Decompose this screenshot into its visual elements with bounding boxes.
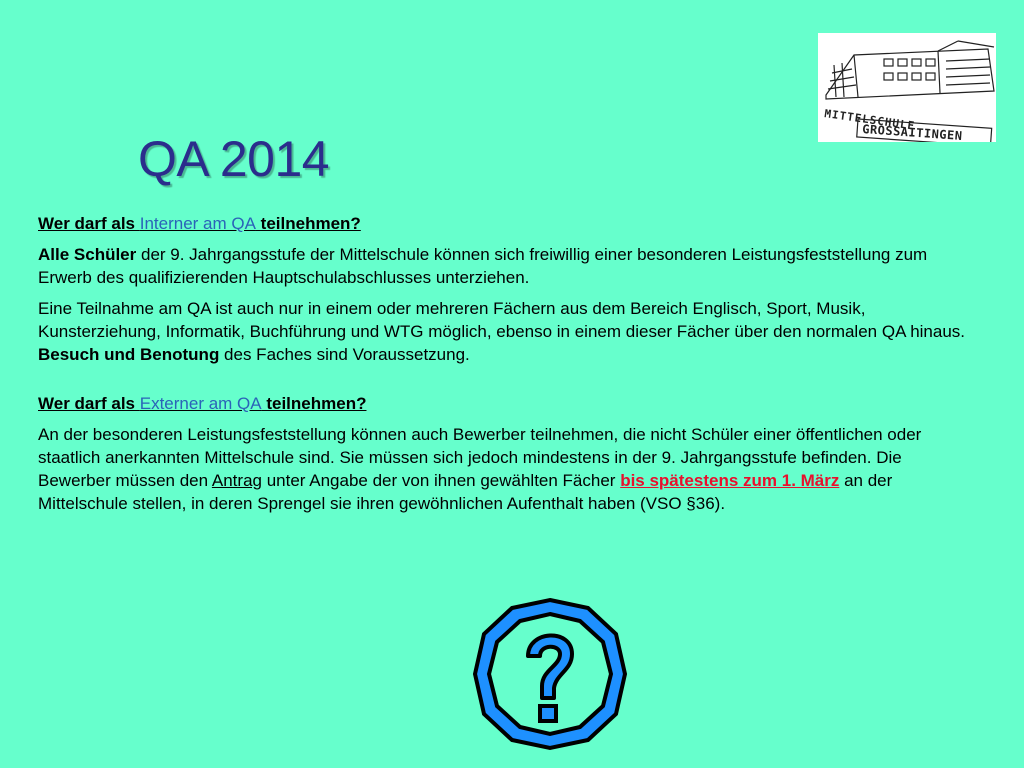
section-heading-external: Wer darf als Externer am QA teilnehmen? (38, 394, 367, 413)
svg-text:MITTELSCHULE: MITTELSCHULE (823, 107, 916, 133)
question-mark-icon (470, 594, 630, 754)
svg-text:GROSSAITINGEN: GROSSAITINGEN (861, 122, 963, 142)
school-building-drawing (818, 33, 996, 142)
heading-highlight-internal: Interner am QA (139, 214, 256, 233)
paragraph-internal-subjects: Eine Teilnahme am QA ist auch nur in einem oder mehreren Fächern aus dem Bereich Englisch, Sport, Musik, Kunsterziehung, Informatik, Buchführung und WTG möglich, ebenso in einem dieser Fächer über den normalen QA hinaus. Besuch und Benotung des Faches sind Voraussetzung. (38, 299, 966, 364)
slide-content (38, 212, 973, 523)
deadline-text: bis spätestens zum 1. März (620, 471, 840, 490)
paragraph-internal-eligibility: Alle Schüler der 9. Jahrgangsstufe der Mittelschule können sich freiwillig einer besonderen Leistungsfeststellung zum Erwerb des qualifizierenden Hauptschulabschlusses unterziehen. (38, 245, 928, 287)
paragraph-external-eligibility: An der besonderen Leistungsfeststellung können auch Bewerber teilnehmen, die nicht Schüler einer öffentlichen oder staatlich anerkannten Mittelschule sind. Sie müssen sich jedoch mindestens in der 9. Jahrgangsstufe befinden. Die Bewerber müssen den Antrag unter Angabe der von ihnen gewählten Fächer bis spätestens zum 1. März an der Mittelschule stellen, in deren Sprengel sie ihren gewöhnlichen Aufenthalt haben (VSO §36). (38, 425, 922, 513)
slide-title: QA 2014 (138, 131, 330, 187)
school-logo (818, 33, 996, 142)
heading-highlight-external: Externer am QA (139, 394, 262, 413)
section-heading-internal: Wer darf als Interner am QA teilnehmen? (38, 214, 361, 233)
antrag-link[interactable]: Antrag (211, 471, 262, 490)
